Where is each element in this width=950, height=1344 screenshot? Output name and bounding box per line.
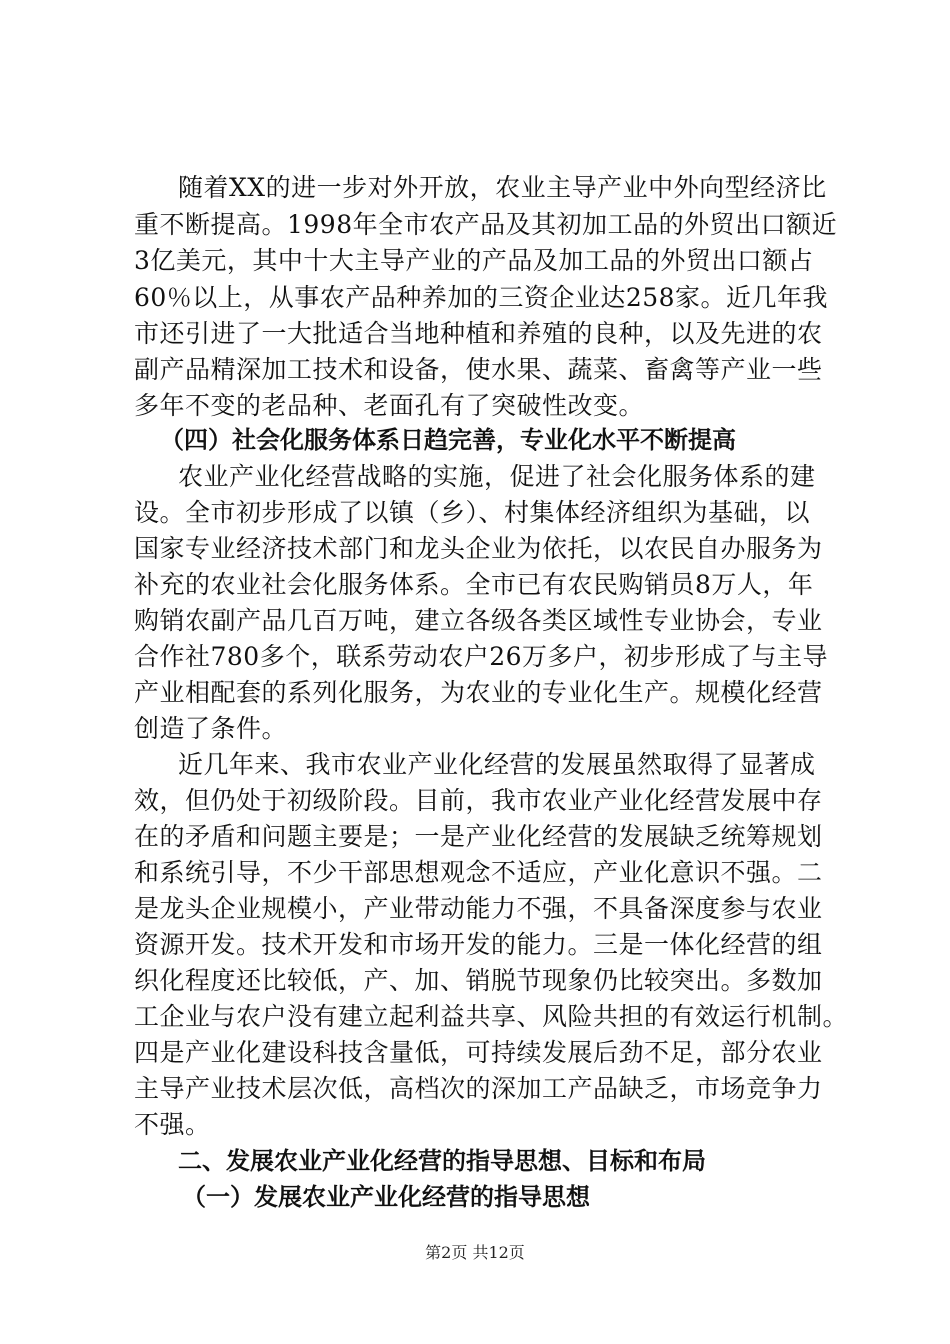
section-heading: （四）社会化服务体系日趋完善，专业化水平不断提高: [160, 426, 736, 454]
paragraph-line: 市还引进了一大批适合当地种植和养殖的良种，以及先进的农: [134, 319, 823, 348]
paragraph-line: 随着XX的进一步对外开放，农业主导产业中外向型经济比: [178, 173, 827, 202]
paragraph-line: 多年不变的老品种、老面孔有了突破性改变。: [134, 391, 645, 420]
subsection-heading: （一）发展农业产业化经营的指导思想: [182, 1183, 590, 1211]
paragraph-line: 在的矛盾和问题主要是；一是产业化经营的发展缺乏统筹规划: [134, 822, 823, 851]
paragraph-line: 工企业与农户没有建立起利益共享、风险共担的有效运行机制。: [134, 1002, 849, 1031]
paragraph-line: 重不断提高。1998年全市农产品及其初加工品的外贸出口额近: [134, 210, 838, 239]
paragraph-line: 不强。: [134, 1110, 211, 1139]
paragraph-line: 产业相配套的系列化服务，为农业的专业化生产。规模化经营: [134, 678, 823, 707]
paragraph-line: 四是产业化建设科技含量低，可持续发展后劲不足，部分农业: [134, 1038, 823, 1067]
paragraph-line: 购销农副产品几百万吨，建立各级各类区域性专业协会，专业: [134, 606, 823, 635]
paragraph-line: 是龙头企业规模小，产业带动能力不强，不具备深度参与农业: [134, 894, 823, 923]
paragraph-line: 资源开发。技术开发和市场开发的能力。三是一体化经营的组: [134, 930, 823, 959]
paragraph-line: 近几年来、我市农业产业化经营的发展虽然取得了显著成: [178, 750, 816, 779]
paragraph-line: 60％以上，从事农产品种养加的三资企业达258家。近几年我: [134, 283, 829, 312]
paragraph-line: 国家专业经济技术部门和龙头企业为依托，以农民自办服务为: [134, 534, 823, 563]
paragraph-line: 补充的农业社会化服务体系。全市已有农民购销员8万人，年: [134, 570, 814, 599]
paragraph-line: 设。全市初步形成了以镇（乡）、村集体经济组织为基础，以: [134, 498, 811, 527]
paragraph-line: 3亿美元，其中十大主导产业的产品及加工品的外贸出口额占: [134, 246, 814, 275]
paragraph-line: 农业产业化经营战略的实施，促进了社会化服务体系的建: [178, 462, 816, 491]
paragraph-line: 主导产业技术层次低，高档次的深加工产品缺乏，市场竞争力: [134, 1074, 823, 1103]
paragraph-line: 织化程度还比较低，产、加、销脱节现象仍比较突出。多数加: [134, 966, 823, 995]
paragraph-line: 效，但仍处于初级阶段。目前，我市农业产业化经营发展中存: [134, 786, 823, 815]
paragraph-line: 合作社780多个，联系劳动农户26万多户，初步形成了与主导: [134, 642, 829, 671]
paragraph-line: 副产品精深加工技术和设备，使水果、蔬菜、畜禽等产业一些: [134, 355, 823, 384]
page-number-footer: 第2页 共12页: [425, 1243, 525, 1262]
section-heading: 二、发展农业产业化经营的指导思想、目标和布局: [178, 1147, 706, 1175]
paragraph-line: 创造了条件。: [134, 714, 288, 743]
paragraph-line: 和系统引导，不少干部思想观念不适应，产业化意识不强。二: [134, 858, 823, 887]
